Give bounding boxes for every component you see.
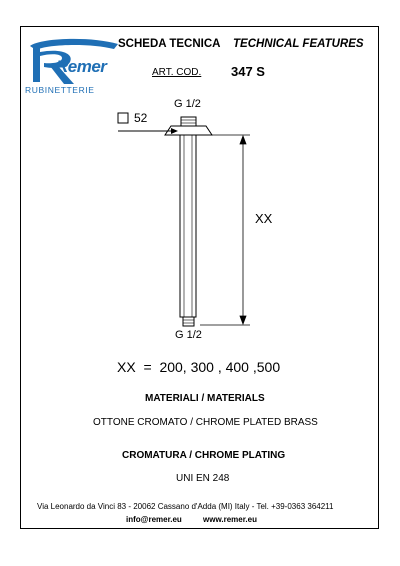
top-thread bbox=[181, 117, 196, 126]
thread-top-label: G 1/2 bbox=[174, 98, 201, 110]
plating-text: UNI EN 248 bbox=[176, 473, 230, 484]
art-code-label: ART. COD. bbox=[152, 67, 202, 78]
formula-values: 200, 300 , 400 ,500 bbox=[159, 359, 281, 375]
plating-title: CROMATURA / CHROME PLATING bbox=[122, 450, 286, 461]
square-section-icon bbox=[118, 113, 128, 123]
length-formula bbox=[117, 359, 280, 375]
brand-name: Remer bbox=[56, 57, 107, 76]
square-size-label: 52 bbox=[134, 111, 148, 125]
formula-equals: = bbox=[143, 359, 152, 375]
art-code-value: 347 S bbox=[231, 64, 265, 79]
thread-bottom-label: G 1/2 bbox=[175, 329, 202, 341]
formula-lhs: XX bbox=[117, 359, 136, 375]
length-label: XX bbox=[255, 211, 273, 226]
materials-title: MATERIALI / MATERIALS bbox=[145, 393, 265, 404]
bottom-thread bbox=[183, 317, 194, 326]
materials-text: OTTONE CROMATO / CHROME PLATED BRASS bbox=[93, 417, 318, 428]
length-dimension bbox=[200, 135, 250, 325]
footer-email: info@remer.eu bbox=[126, 515, 182, 524]
shower-arm-drawing bbox=[165, 117, 212, 326]
brand-subtitle: RUBINETTERIE bbox=[25, 85, 95, 95]
footer-address: Via Leonardo da Vinci 83 - 20062 Cassano d'Adda (MI) Italy - Tel. +39-0363 364211 bbox=[37, 502, 334, 511]
technical-features-title: TECHNICAL FEATURES bbox=[233, 38, 364, 50]
scheda-tecnica-title: SCHEDA TECNICA bbox=[118, 38, 221, 50]
footer-website: www.remer.eu bbox=[203, 515, 257, 524]
arm-body bbox=[180, 135, 196, 317]
